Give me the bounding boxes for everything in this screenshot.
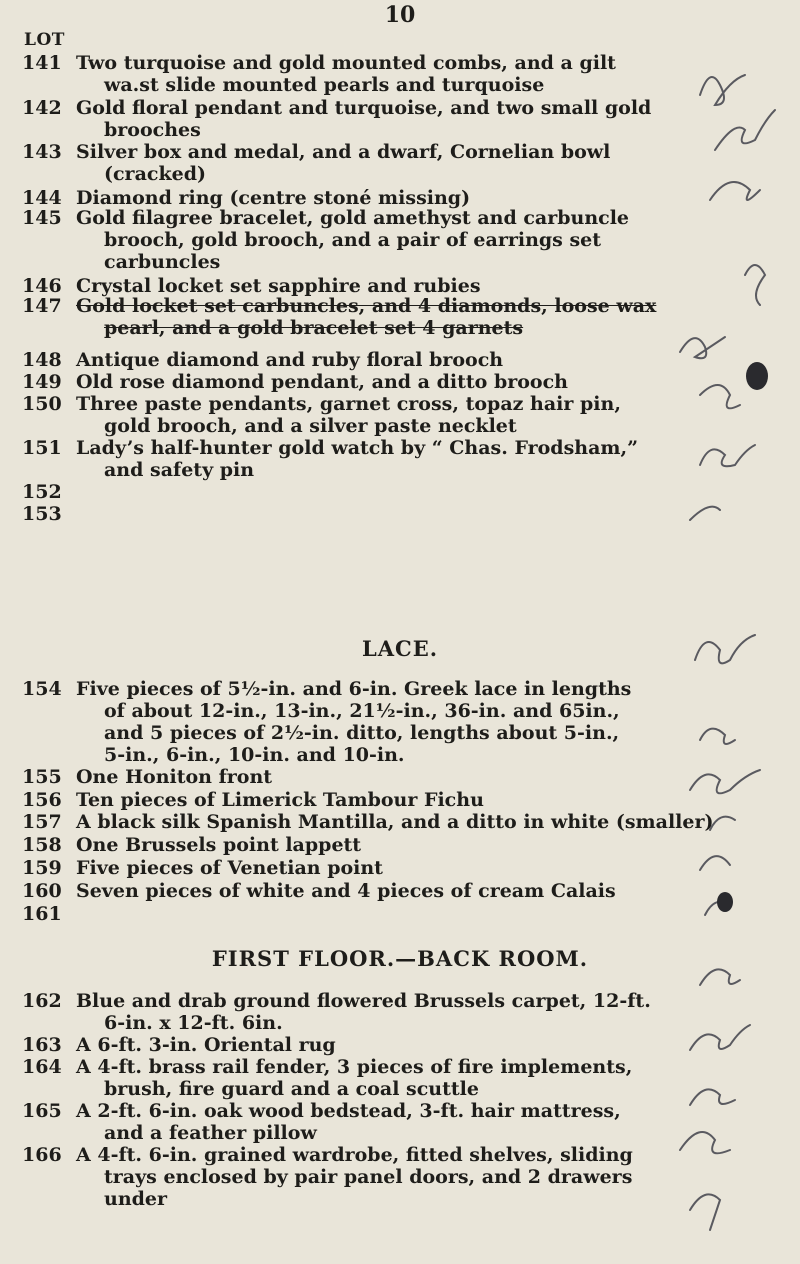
lot-description <box>76 437 716 481</box>
lot-number: 159 <box>22 857 62 879</box>
lot-description <box>76 141 716 185</box>
lot-number: 149 <box>22 371 62 393</box>
lot-number: 147 <box>22 295 62 317</box>
lot-description-line: carbuncles <box>104 251 221 273</box>
lot-description-line: Seven pieces of white and 4 pieces of cream Calais <box>76 880 616 902</box>
lot-description-line: Crystal locket set sapphire and rubies <box>76 275 481 297</box>
lot-description-line: Gold floral pendant and turquoise, and two small gold <box>76 97 652 119</box>
lot-number: 166 <box>22 1144 62 1166</box>
lot-description-line: and 5 pieces of 2½-in. ditto, lengths about 5-in., <box>104 722 620 744</box>
pencil-mark <box>700 969 740 985</box>
lot-description <box>76 52 716 96</box>
lot-description-line: Gold locket set carbuncles, and 4 diamonds, loose wax <box>76 295 657 317</box>
lot-description-line: Gold filagree bracelet, gold amethyst and carbuncle <box>76 207 630 229</box>
ink-blot <box>717 892 733 912</box>
section-heading-lace: LACE. <box>361 636 439 661</box>
lot-number: 157 <box>22 811 62 833</box>
lot-description <box>76 371 716 393</box>
lot-description <box>76 393 716 437</box>
pencil-mark <box>690 507 720 520</box>
lot-number: 144 <box>22 187 62 209</box>
lot-number: 165 <box>22 1100 62 1122</box>
lot-description <box>76 678 716 766</box>
section-heading-first-floor: FIRST FLOOR.—BACK ROOM. <box>211 946 589 971</box>
lot-number: 146 <box>22 275 62 297</box>
lot-description-line: Diamond ring (centre stoné missing) <box>76 187 471 209</box>
lot-description <box>76 1100 716 1144</box>
pencil-mark <box>715 110 775 150</box>
pencil-mark <box>745 265 765 305</box>
lot-number: 164 <box>22 1056 62 1078</box>
lot-number: 162 <box>22 990 62 1012</box>
pencil-mark <box>705 902 730 915</box>
lot-description-line: Antique diamond and ruby floral brooch <box>76 349 504 371</box>
lot-description <box>76 990 716 1034</box>
lot-number: 155 <box>22 766 62 788</box>
lot-description <box>76 295 716 339</box>
lot-description-line: One Brussels point lappett <box>76 834 362 856</box>
lot-description <box>76 275 716 297</box>
lot-number: 143 <box>22 141 62 163</box>
lot-description-line: Two turquoise and gold mounted combs, and a gilt <box>76 52 616 74</box>
lot-description-line: 5-in., 6-in., 10-in. and 10-in. <box>104 744 405 766</box>
lot-number: 160 <box>22 880 62 902</box>
lot-number: 158 <box>22 834 62 856</box>
lot-description-line: wa.st slide mounted pearls and turquoise <box>104 74 545 96</box>
lot-description <box>76 1034 716 1056</box>
lot-description-line: and safety pin <box>104 459 255 481</box>
lot-description-line: A 4-ft. brass rail fender, 3 pieces of fire implements, <box>76 1056 633 1078</box>
lot-description-line: A 2-ft. 6-in. oak wood bedstead, 3-ft. hair mattress, <box>76 1100 621 1122</box>
lot-description <box>76 880 716 902</box>
lot-description-line: 6-in. x 12-ft. 6in. <box>104 1012 283 1034</box>
lot-description-line: under <box>104 1188 168 1210</box>
lot-description-line: gold brooch, and a silver paste necklet <box>104 415 517 437</box>
lot-number: 142 <box>22 97 62 119</box>
lot-number: 152 <box>22 481 62 503</box>
lot-description-line: of about 12-in., 13-in., 21½-in., 36-in. and 65in., <box>104 700 620 722</box>
ink-blot <box>746 362 768 390</box>
lot-description <box>76 207 716 273</box>
lot-description-line: Five pieces of Venetian point <box>76 857 383 879</box>
lot-number: 154 <box>22 678 62 700</box>
lot-description-line: trays enclosed by pair panel doors, and 2 drawers <box>104 1166 633 1188</box>
lot-description <box>76 349 716 371</box>
lot-description <box>76 1144 716 1210</box>
lot-number: 141 <box>22 52 62 74</box>
lot-number: 153 <box>22 503 62 525</box>
lot-description-line: and a feather pillow <box>104 1122 317 1144</box>
lot-description-line: (cracked) <box>104 163 206 185</box>
lot-description-line: Silver box and medal, and a dwarf, Cornelian bowl <box>76 141 611 163</box>
lot-description-line: Lady’s half-hunter gold watch by “ Chas. Frodsham,” <box>76 437 639 459</box>
lot-description-line: brush, fire guard and a coal scuttle <box>104 1078 479 1100</box>
lot-number: 148 <box>22 349 62 371</box>
lot-description <box>76 811 716 833</box>
lot-description-line: Blue and drab ground flowered Brussels carpet, 12-ft. <box>76 990 651 1012</box>
lot-number: 156 <box>22 789 62 811</box>
lot-number: 150 <box>22 393 62 415</box>
lot-description-line: Ten pieces of Limerick Tambour Fichu <box>76 789 484 811</box>
lot-description-line: pearl, and a gold bracelet set 4 garnets <box>104 317 524 339</box>
lot-number: 151 <box>22 437 62 459</box>
page-number: 10 <box>384 2 416 28</box>
lot-description-line: One Honiton front <box>76 766 273 788</box>
lot-number: 163 <box>22 1034 62 1056</box>
lot-description-line: A 4-ft. 6-in. grained wardrobe, fitted shelves, sliding <box>76 1144 633 1166</box>
lot-description <box>76 1056 716 1100</box>
lot-number: 161 <box>22 903 62 925</box>
lot-description-line: brooch, gold brooch, and a pair of earrings set <box>104 229 602 251</box>
pencil-mark <box>710 182 760 200</box>
lot-number: 145 <box>22 207 62 229</box>
lot-description <box>76 834 716 856</box>
lot-description-line: Five pieces of 5½-in. and 6-in. Greek lace in lengths <box>76 678 632 700</box>
lot-description-line: A black silk Spanish Mantilla, and a ditto in white (smaller) <box>76 811 714 833</box>
lot-description-line: A 6-ft. 3-in. Oriental rug <box>76 1034 336 1056</box>
lot-description-line: Old rose diamond pendant, and a ditto brooch <box>76 371 568 393</box>
lot-description-line: Three paste pendants, garnet cross, topaz hair pin, <box>76 393 621 415</box>
lot-description <box>76 789 716 811</box>
lot-description <box>76 766 716 788</box>
lot-description <box>76 187 716 209</box>
lot-column-header: LOT <box>24 30 65 50</box>
lot-description-line: brooches <box>104 119 201 141</box>
lot-description <box>76 857 716 879</box>
lot-description <box>76 97 716 141</box>
